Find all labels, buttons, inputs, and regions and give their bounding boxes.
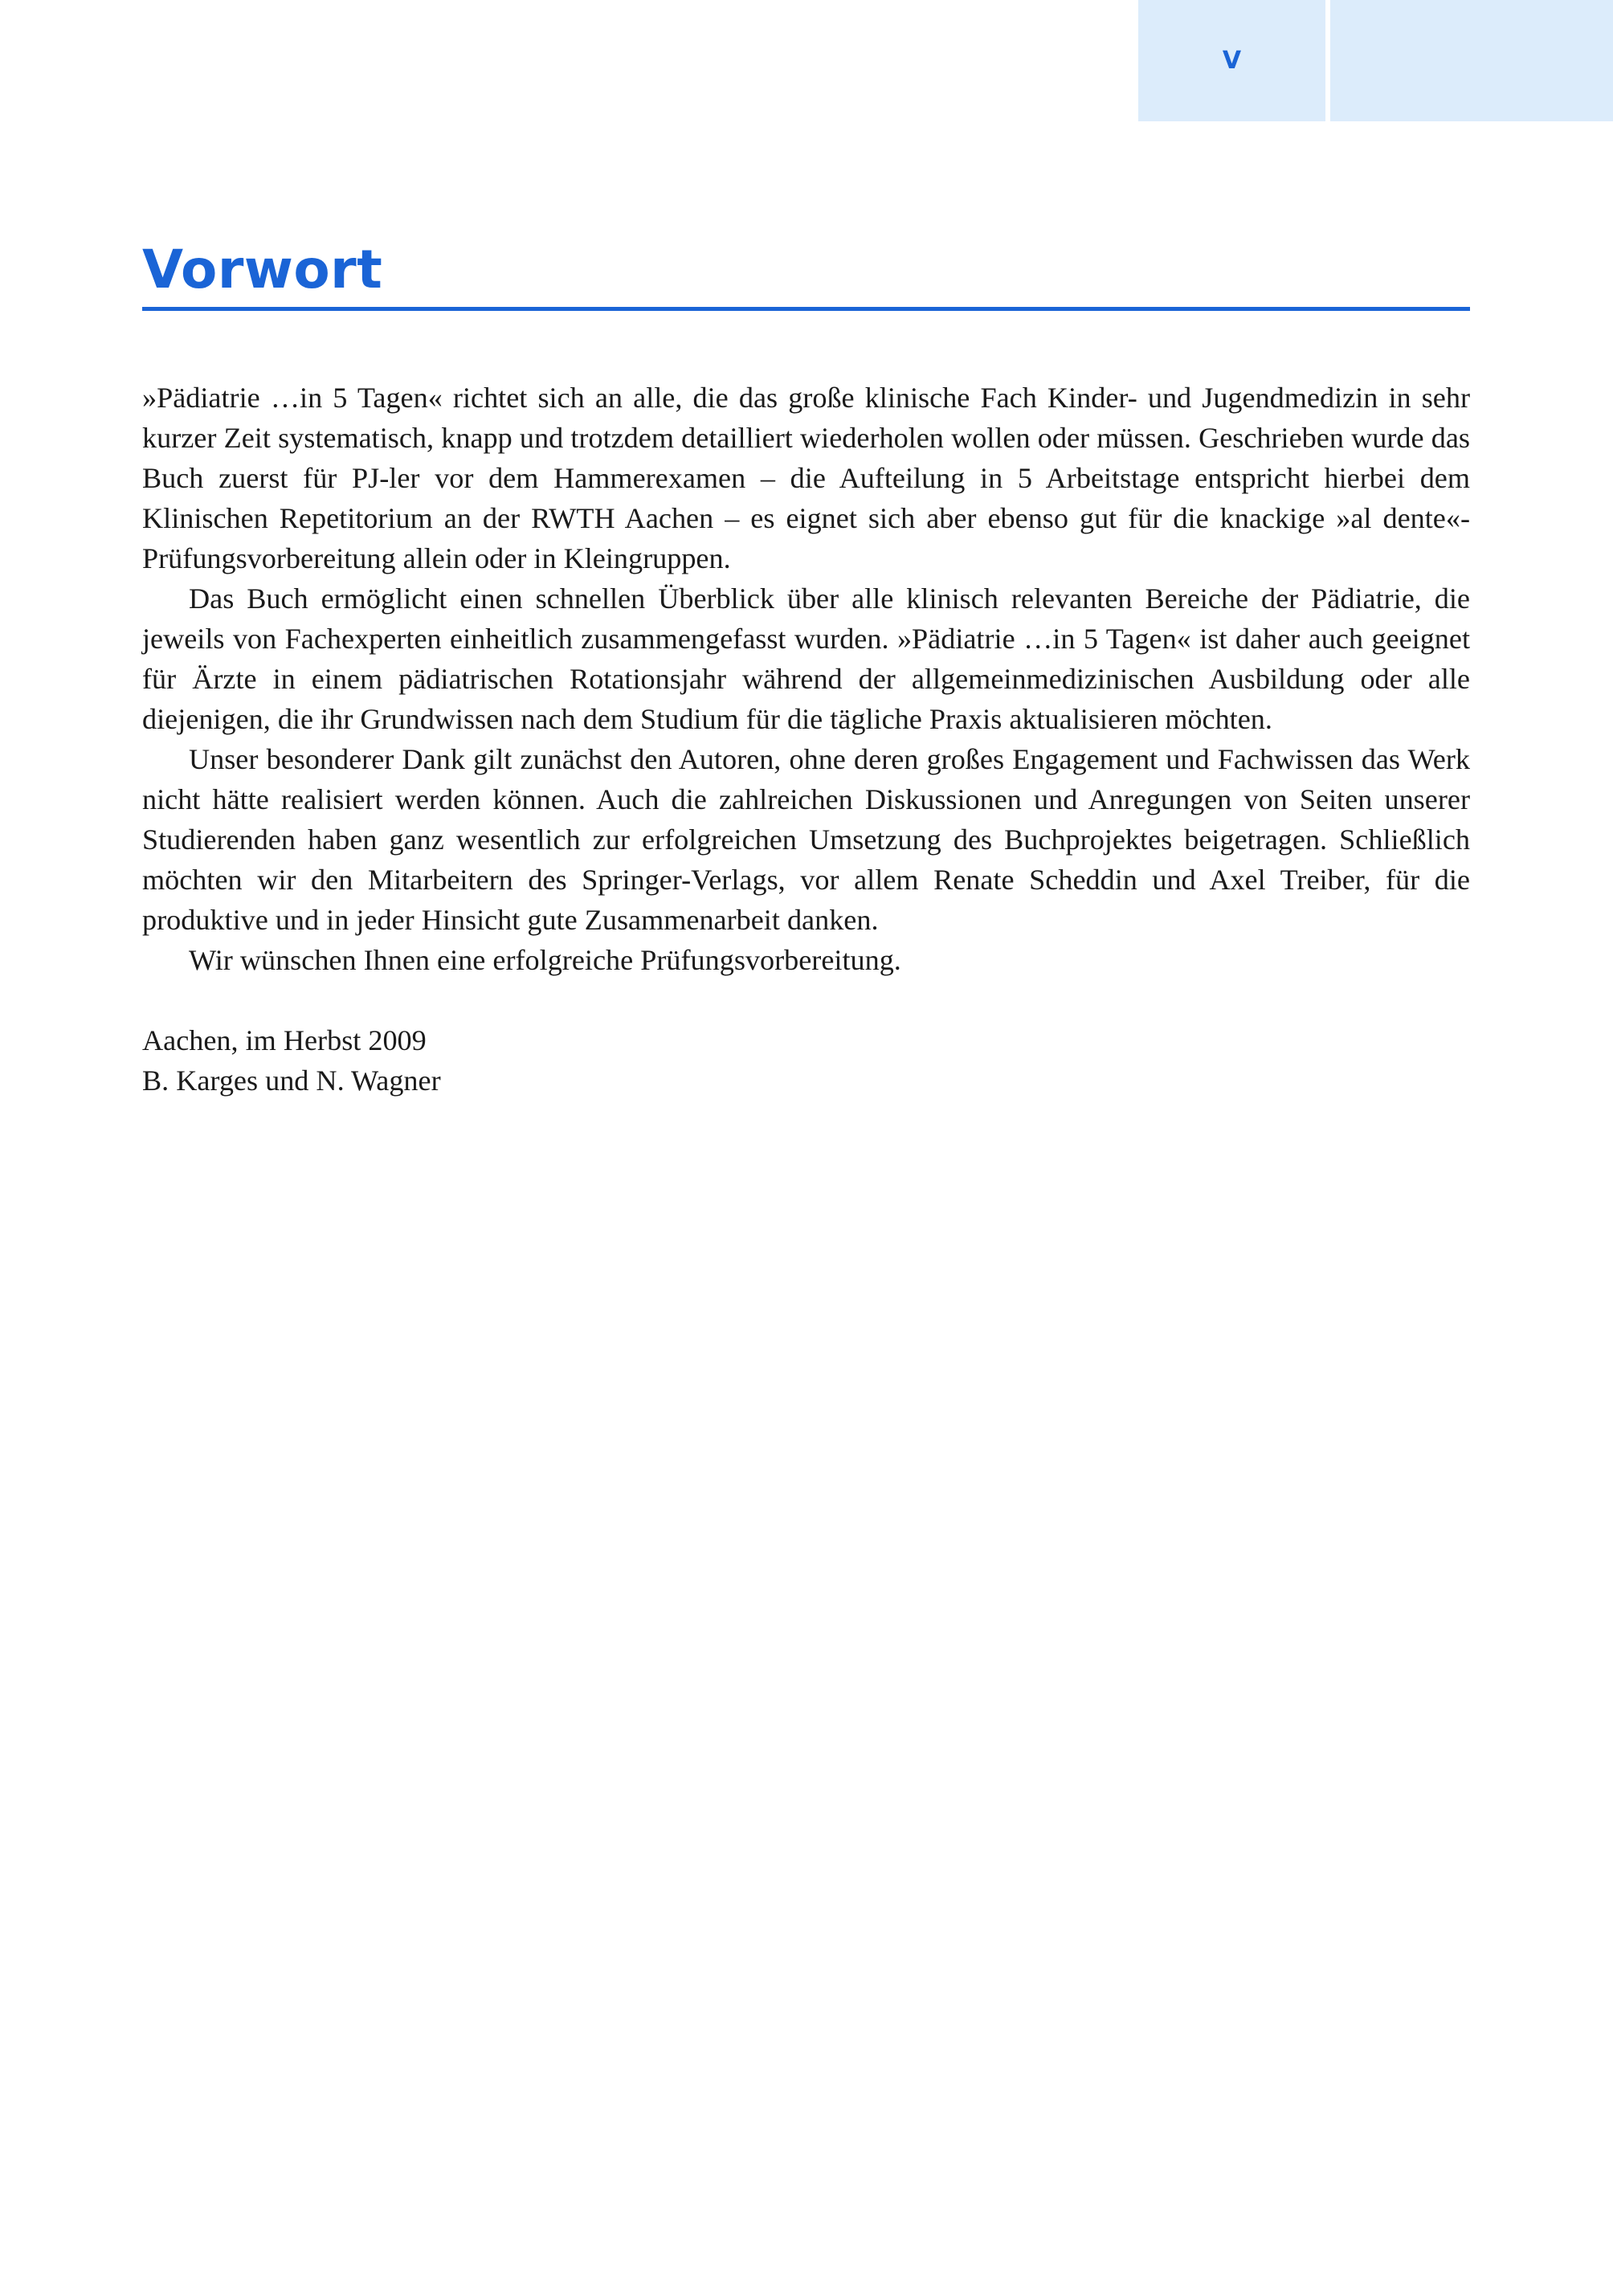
signature-authors: B. Karges und N. Wagner: [142, 1064, 441, 1097]
paragraph-wishes: Wir wünschen Ihnen eine erfolgreiche Prüfungsvorbereitung.: [189, 944, 901, 976]
paragraph-intro: »Pädiatrie …in 5 Tagen« richtet sich an alle, die das große klinische Fach Kinder- und Jugendmedizin in sehr kurzer Zeit systematisch, knapp und trotzdem detailliert wiederholen wollen oder müssen. Geschrieben wurde das Buch zuerst für PJ-ler vor dem Hammerexamen – die Aufteilung in 5 Arbeitstage entspricht hierbei dem Klinischen Repetitorium an der RWTH Aachen – es eignet sich aber ebenso gut für die knackige »al dente«- Prüfungsvorbereitung allein oder in Kleingruppen.: [142, 382, 1470, 574]
paragraph-thanks: Unser besonderer Dank gilt zunächst den Autoren, ohne deren großes Engagement und Fachwissen das Werk nicht hätte realisiert werden können. Auch die zahlreichen Diskussionen und Anregungen von Seiten unserer Studierenden haben ganz wesentlich zur erfolgreichen Umsetzung des Buchprojektes beigetragen. Schließlich möchten wir den Mitarbeitern des Springer-Verlags, vor allem Renate Scheddin und Axel Treiber, für die produktive und in jeder Hinsicht gute Zusammenarbeit danken.: [142, 743, 1470, 936]
title-underline: [142, 307, 1470, 311]
chapter-title: Vorwort: [142, 239, 383, 300]
header-tab-extension: [1330, 0, 1613, 121]
signature-place-date: Aachen, im Herbst 2009: [142, 1024, 427, 1056]
page-number: V: [1222, 47, 1242, 75]
preface-body: [142, 378, 1470, 980]
paragraph-overview: Das Buch ermöglicht einen schnellen Überblick über alle klinisch relevanten Bereiche der Pädiatrie, die jeweils von Fachexperten einheitlich zusammengefasst wurden. »Pädiatrie …in 5 Tagen« ist daher auch geeignet für Ärzte in einem pädiatrischen Rotationsjahr während der allgemeinmedizinischen Ausbildung oder alle diejenigen, die ihr Grundwissen nach dem Studium für die tägliche Praxis aktualisieren möchten.: [142, 582, 1470, 735]
signature-block: [142, 1020, 441, 1101]
page-number-tab: [1138, 0, 1325, 121]
